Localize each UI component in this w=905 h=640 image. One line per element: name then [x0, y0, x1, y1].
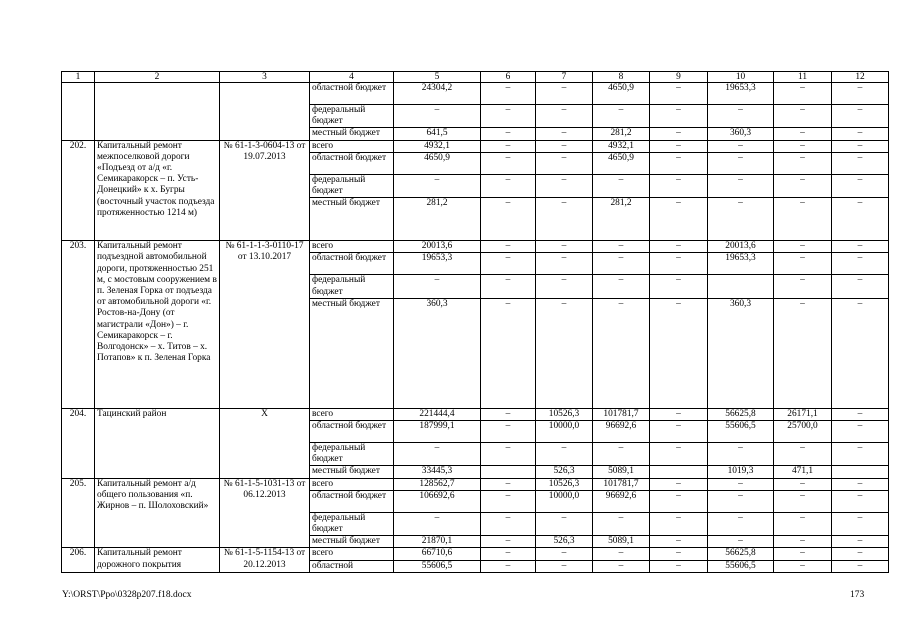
value-cell: 25700,0 — [774, 421, 832, 443]
value-cell: – — [394, 275, 481, 298]
value-cell: – — [593, 560, 650, 572]
column-header: 12 — [832, 72, 889, 83]
value-cell: – — [832, 152, 889, 174]
value-cell: 20013,6 — [394, 241, 481, 253]
value-cell: – — [832, 253, 889, 275]
value-cell: 101781,7 — [593, 408, 650, 420]
value-cell: – — [832, 83, 889, 105]
value-cell: – — [708, 512, 774, 535]
value-cell: – — [394, 105, 481, 128]
budget-type-cell: местный бюджет — [310, 128, 394, 140]
value-cell: – — [481, 140, 536, 152]
value-cell: – — [832, 105, 889, 128]
value-cell: – — [650, 560, 708, 572]
value-cell: 10000,0 — [536, 421, 593, 443]
value-cell: – — [650, 174, 708, 197]
value-cell: – — [593, 174, 650, 197]
value-cell — [832, 466, 889, 478]
value-cell: – — [774, 490, 832, 512]
value-cell: 4650,9 — [593, 83, 650, 105]
value-cell: 55606,5 — [708, 421, 774, 443]
value-cell: – — [832, 140, 889, 152]
budget-type-cell: областной — [310, 560, 394, 572]
value-cell: 360,3 — [708, 298, 774, 408]
budget-type-cell: федеральный бюджет — [310, 105, 394, 128]
value-cell: – — [481, 512, 536, 535]
value-cell: – — [481, 536, 536, 548]
value-cell: – — [708, 174, 774, 197]
value-cell: – — [774, 560, 832, 572]
value-cell: – — [650, 421, 708, 443]
value-cell: – — [650, 128, 708, 140]
value-cell: – — [774, 253, 832, 275]
object-name-cell: Капитальный ремонт межпоселковой дороги «Подъезд от а/д «г. Семикаракорск – п. Усть-Донецкий» к х. Бугры (восточный участок подъезда протяженностью 1214 м) — [95, 140, 220, 241]
value-cell: – — [708, 490, 774, 512]
value-cell: – — [832, 275, 889, 298]
budget-type-cell: местный бюджет — [310, 536, 394, 548]
value-cell: – — [481, 275, 536, 298]
value-cell: 33445,3 — [394, 466, 481, 478]
table-row — [62, 83, 889, 105]
document-ref-cell: № 61-1-3-0604-13 от 19.07.2013 — [220, 140, 310, 241]
value-cell: 526,3 — [536, 536, 593, 548]
column-header: 7 — [536, 72, 593, 83]
value-cell: – — [481, 560, 536, 572]
column-header: 6 — [481, 72, 536, 83]
value-cell: – — [650, 83, 708, 105]
value-cell: – — [481, 408, 536, 420]
value-cell: – — [774, 83, 832, 105]
value-cell: 10526,3 — [536, 408, 593, 420]
value-cell: – — [774, 298, 832, 408]
value-cell: – — [832, 128, 889, 140]
value-cell: – — [708, 152, 774, 174]
value-cell: – — [650, 198, 708, 241]
budget-type-cell: всего — [310, 408, 394, 420]
object-name-cell: Тацинский район — [95, 408, 220, 478]
budget-table — [61, 71, 889, 573]
value-cell: – — [536, 140, 593, 152]
value-cell: – — [481, 105, 536, 128]
value-cell: – — [481, 490, 536, 512]
budget-type-cell: федеральный бюджет — [310, 275, 394, 298]
value-cell: – — [774, 198, 832, 241]
value-cell: – — [650, 478, 708, 490]
value-cell: 19653,3 — [394, 253, 481, 275]
value-cell: – — [536, 241, 593, 253]
value-cell: – — [394, 512, 481, 535]
value-cell: – — [481, 548, 536, 560]
budget-type-cell: областной бюджет — [310, 152, 394, 174]
value-cell: – — [650, 253, 708, 275]
value-cell: – — [650, 140, 708, 152]
budget-type-cell: всего — [310, 478, 394, 490]
value-cell: – — [650, 275, 708, 298]
value-cell: 5089,1 — [593, 466, 650, 478]
value-cell: – — [536, 253, 593, 275]
value-cell: – — [832, 241, 889, 253]
value-cell: – — [536, 443, 593, 466]
document-ref-cell — [220, 83, 310, 141]
value-cell: 55606,5 — [394, 560, 481, 572]
value-cell: – — [481, 298, 536, 408]
value-cell: – — [650, 298, 708, 408]
value-cell: – — [481, 174, 536, 197]
value-cell: 281,2 — [394, 198, 481, 241]
budget-type-cell: федеральный бюджет — [310, 443, 394, 466]
row-number-cell: 205. — [62, 478, 95, 548]
column-header: 3 — [220, 72, 310, 83]
value-cell: 4650,9 — [593, 152, 650, 174]
value-cell: – — [481, 443, 536, 466]
column-header: 2 — [95, 72, 220, 83]
value-cell: – — [708, 140, 774, 152]
value-cell: 19653,3 — [708, 83, 774, 105]
budget-type-cell: местный бюджет — [310, 466, 394, 478]
value-cell: 66710,6 — [394, 548, 481, 560]
value-cell: – — [832, 298, 889, 408]
value-cell: – — [832, 512, 889, 535]
value-cell: – — [536, 275, 593, 298]
document-ref-cell: № 61-1-5-1154-13 от 20.12.2013 — [220, 548, 310, 572]
value-cell: – — [650, 105, 708, 128]
value-cell: 128562,7 — [394, 478, 481, 490]
value-cell: 4932,1 — [593, 140, 650, 152]
value-cell: – — [650, 408, 708, 420]
value-cell: – — [774, 140, 832, 152]
object-name-cell: Капитальный ремонт дорожного покрытия — [95, 548, 220, 572]
value-cell: – — [481, 253, 536, 275]
value-cell: – — [650, 548, 708, 560]
value-cell: – — [774, 174, 832, 197]
column-header: 9 — [650, 72, 708, 83]
value-cell: – — [593, 443, 650, 466]
budget-type-cell: местный бюджет — [310, 298, 394, 408]
value-cell: 5089,1 — [593, 536, 650, 548]
budget-type-cell: федеральный бюджет — [310, 174, 394, 197]
value-cell: – — [708, 198, 774, 241]
column-header: 11 — [774, 72, 832, 83]
value-cell: – — [481, 478, 536, 490]
header-row — [62, 72, 889, 83]
value-cell: 56625,8 — [708, 408, 774, 420]
value-cell: – — [774, 241, 832, 253]
value-cell: 281,2 — [593, 128, 650, 140]
value-cell: – — [536, 152, 593, 174]
value-cell: 221444,4 — [394, 408, 481, 420]
value-cell: – — [650, 512, 708, 535]
table-row — [62, 140, 889, 152]
column-header: 4 — [310, 72, 394, 83]
value-cell: 24304,2 — [394, 83, 481, 105]
value-cell: – — [536, 105, 593, 128]
object-name-cell — [95, 83, 220, 141]
value-cell: 26171,1 — [774, 408, 832, 420]
value-cell: – — [832, 198, 889, 241]
value-cell: – — [832, 174, 889, 197]
value-cell: – — [650, 536, 708, 548]
footer-file-path: Y:\ORST\Ppo\0328p207.f18.docx — [62, 590, 192, 600]
value-cell: – — [536, 298, 593, 408]
value-cell: – — [774, 443, 832, 466]
value-cell: 641,5 — [394, 128, 481, 140]
value-cell: – — [536, 83, 593, 105]
value-cell: 360,3 — [708, 128, 774, 140]
value-cell: 55606,5 — [708, 560, 774, 572]
value-cell: – — [650, 443, 708, 466]
value-cell: – — [536, 128, 593, 140]
value-cell: – — [593, 105, 650, 128]
value-cell: – — [774, 105, 832, 128]
value-cell: – — [832, 478, 889, 490]
value-cell: – — [832, 536, 889, 548]
value-cell: – — [832, 490, 889, 512]
value-cell: 101781,7 — [593, 478, 650, 490]
value-cell: 526,3 — [536, 466, 593, 478]
object-name-cell: Капитальный ремонт подъездной автомобильной дороги, протяженностью 251 м, с мостовым сооружением в п. Зеленая Горка от подъезда от автомобильной дороги «г. Ростов-на-Дону (от магистрали «Дон») – г. Семикаракорск – г. Волгодонск» – х. Титов – х. Потапов» к п. Зеленая Горка — [95, 241, 220, 409]
object-name-cell: Капитальный ремонт а/д общего пользования «п. Жирнов – п. Шолоховский» — [95, 478, 220, 548]
value-cell: 4650,9 — [394, 152, 481, 174]
value-cell: 21870,1 — [394, 536, 481, 548]
value-cell: 471,1 — [774, 466, 832, 478]
row-number-cell — [62, 83, 95, 141]
value-cell: 281,2 — [593, 198, 650, 241]
value-cell — [650, 466, 708, 478]
value-cell: – — [536, 560, 593, 572]
value-cell: 106692,6 — [394, 490, 481, 512]
value-cell: 360,3 — [394, 298, 481, 408]
row-number-cell: 202. — [62, 140, 95, 241]
budget-type-cell: всего — [310, 140, 394, 152]
value-cell: – — [481, 152, 536, 174]
value-cell: – — [708, 105, 774, 128]
value-cell: – — [832, 560, 889, 572]
table-row — [62, 478, 889, 490]
value-cell: – — [774, 512, 832, 535]
value-cell: – — [593, 241, 650, 253]
value-cell: – — [774, 152, 832, 174]
value-cell: 4932,1 — [394, 140, 481, 152]
value-cell: 96692,6 — [593, 421, 650, 443]
value-cell: – — [593, 512, 650, 535]
budget-type-cell: всего — [310, 241, 394, 253]
budget-type-cell: федеральный бюджет — [310, 512, 394, 535]
document-ref-cell: № 61-1-5-1031-13 от 06.12.2013 — [220, 478, 310, 548]
value-cell: – — [774, 478, 832, 490]
value-cell: – — [708, 443, 774, 466]
value-cell: – — [774, 548, 832, 560]
value-cell: – — [650, 241, 708, 253]
value-cell: – — [650, 152, 708, 174]
value-cell: – — [536, 174, 593, 197]
row-number-cell: 204. — [62, 408, 95, 478]
table-row — [62, 548, 889, 560]
value-cell: – — [708, 478, 774, 490]
budget-type-cell: областной бюджет — [310, 253, 394, 275]
value-cell — [481, 466, 536, 478]
value-cell: 187999,1 — [394, 421, 481, 443]
row-number-cell: 203. — [62, 241, 95, 409]
value-cell: – — [593, 548, 650, 560]
value-cell: – — [481, 421, 536, 443]
value-cell: – — [536, 548, 593, 560]
value-cell: – — [650, 490, 708, 512]
value-cell: 10000,0 — [536, 490, 593, 512]
value-cell: – — [593, 298, 650, 408]
table-row — [62, 408, 889, 420]
budget-type-cell: всего — [310, 548, 394, 560]
value-cell: – — [832, 408, 889, 420]
value-cell — [708, 275, 774, 298]
value-cell: 20013,6 — [708, 241, 774, 253]
budget-type-cell: местный бюджет — [310, 198, 394, 241]
value-cell: – — [394, 174, 481, 197]
value-cell: 96692,6 — [593, 490, 650, 512]
column-header: 8 — [593, 72, 650, 83]
value-cell: – — [536, 198, 593, 241]
value-cell: – — [481, 241, 536, 253]
column-header: 1 — [62, 72, 95, 83]
column-header: 5 — [394, 72, 481, 83]
row-number-cell: 206. — [62, 548, 95, 572]
value-cell: – — [708, 536, 774, 548]
budget-type-cell: областной бюджет — [310, 490, 394, 512]
value-cell: – — [394, 443, 481, 466]
value-cell: – — [481, 198, 536, 241]
value-cell: – — [774, 275, 832, 298]
page-number: 173 — [850, 590, 865, 600]
table-row — [62, 241, 889, 253]
value-cell: 10526,3 — [536, 478, 593, 490]
value-cell: 1019,3 — [708, 466, 774, 478]
budget-type-cell: областной бюджет — [310, 421, 394, 443]
value-cell: 56625,8 — [708, 548, 774, 560]
value-cell: – — [832, 548, 889, 560]
value-cell: – — [481, 83, 536, 105]
value-cell: – — [774, 536, 832, 548]
document-ref-cell: Х — [220, 408, 310, 478]
value-cell: – — [774, 128, 832, 140]
value-cell: – — [593, 275, 650, 298]
budget-type-cell: областной бюджет — [310, 83, 394, 105]
document-ref-cell: № 61-1-1-3-0110-17 от 13.10.2017 — [220, 241, 310, 409]
value-cell: – — [832, 421, 889, 443]
value-cell: – — [832, 443, 889, 466]
value-cell: – — [593, 253, 650, 275]
column-header: 10 — [708, 72, 774, 83]
value-cell: 19653,3 — [708, 253, 774, 275]
value-cell: – — [481, 128, 536, 140]
value-cell: – — [536, 512, 593, 535]
